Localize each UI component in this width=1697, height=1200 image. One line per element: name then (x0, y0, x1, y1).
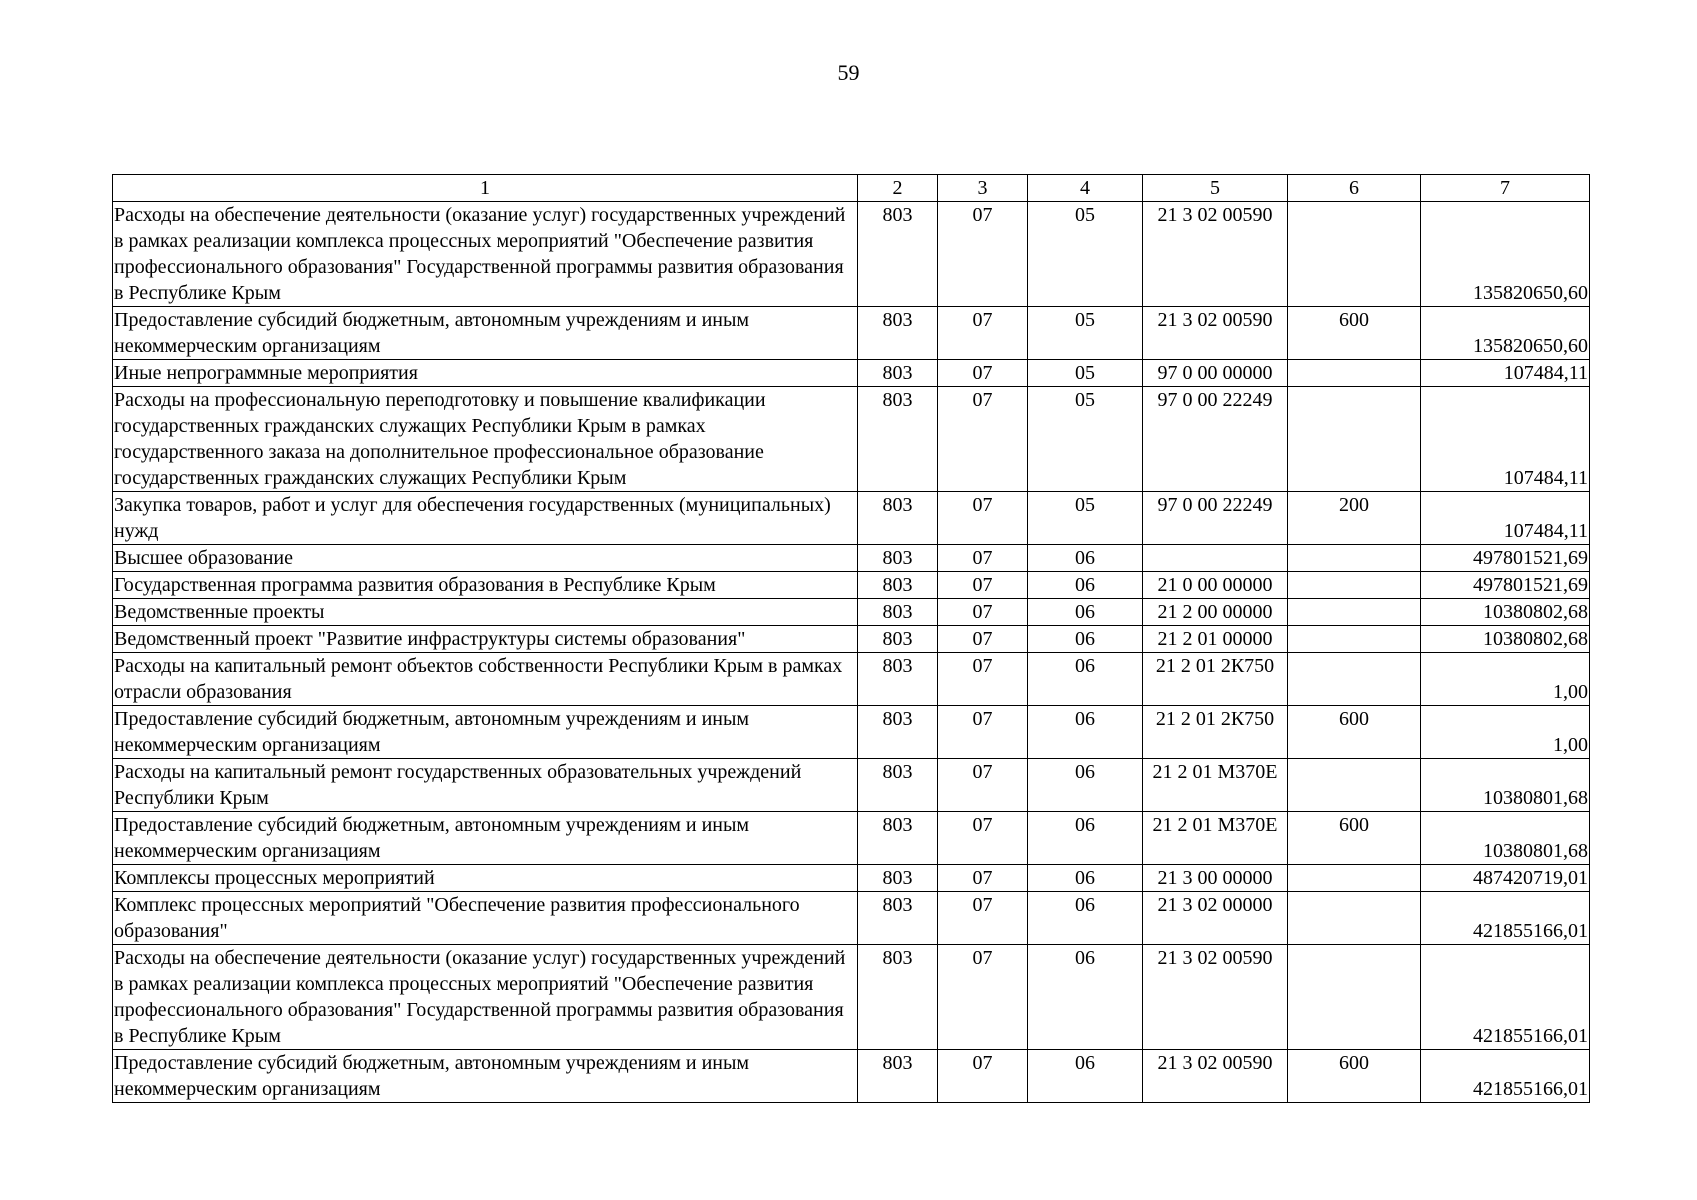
table-row (113, 545, 1590, 572)
cell-col-5: 21 3 02 00590 (1143, 202, 1288, 307)
table-row (113, 599, 1590, 626)
cell-col-3: 07 (938, 759, 1028, 812)
cell-col-4: 06 (1028, 706, 1143, 759)
cell-col-4: 05 (1028, 307, 1143, 360)
cell-col-2: 803 (858, 626, 938, 653)
cell-description: Иные непрограммные мероприятия (113, 360, 858, 387)
cell-col-2: 803 (858, 706, 938, 759)
cell-description: Закупка товаров, работ и услуг для обеспечения государственных (муниципальных) нужд (113, 492, 858, 545)
cell-col-3: 07 (938, 626, 1028, 653)
cell-amount: 10380801,68 (1421, 812, 1590, 865)
cell-col-5: 21 2 01 2К750 (1143, 706, 1288, 759)
cell-amount: 487420719,01 (1421, 865, 1590, 892)
cell-col-5: 97 0 00 22249 (1143, 387, 1288, 492)
cell-description: Предоставление субсидий бюджетным, автономным учреждениям и иным некоммерческим организациям (113, 1050, 858, 1103)
table-row (113, 307, 1590, 360)
cell-col-6 (1288, 759, 1421, 812)
cell-amount: 421855166,01 (1421, 892, 1590, 945)
cell-col-2: 803 (858, 812, 938, 865)
cell-col-6 (1288, 599, 1421, 626)
cell-col-6 (1288, 572, 1421, 599)
cell-col-6: 600 (1288, 706, 1421, 759)
table-row (113, 202, 1590, 307)
cell-amount: 10380801,68 (1421, 759, 1590, 812)
cell-col-2: 803 (858, 892, 938, 945)
cell-col-2: 803 (858, 1050, 938, 1103)
cell-col-3: 07 (938, 892, 1028, 945)
cell-col-2: 803 (858, 572, 938, 599)
cell-col-2: 803 (858, 865, 938, 892)
cell-col-5: 21 0 00 00000 (1143, 572, 1288, 599)
cell-amount: 107484,11 (1421, 360, 1590, 387)
table-header-row (113, 175, 1590, 202)
cell-col-6 (1288, 202, 1421, 307)
cell-col-5: 21 3 02 00590 (1143, 1050, 1288, 1103)
cell-col-6 (1288, 653, 1421, 706)
cell-col-5: 97 0 00 00000 (1143, 360, 1288, 387)
cell-col-5: 21 3 00 00000 (1143, 865, 1288, 892)
page-number: 59 (837, 60, 860, 85)
cell-col-6: 600 (1288, 812, 1421, 865)
cell-col-6: 200 (1288, 492, 1421, 545)
header-col-4: 4 (1028, 175, 1143, 202)
cell-description: Предоставление субсидий бюджетным, автономным учреждениям и иным некоммерческим организациям (113, 812, 858, 865)
table-row (113, 759, 1590, 812)
cell-description: Комплекс процессных мероприятий "Обеспечение развития профессионального образования" (113, 892, 858, 945)
table-row (113, 945, 1590, 1050)
header-col-1: 1 (113, 175, 858, 202)
cell-col-2: 803 (858, 307, 938, 360)
cell-col-4: 06 (1028, 945, 1143, 1050)
table-row (113, 812, 1590, 865)
table-body (113, 202, 1590, 1103)
header-col-5: 5 (1143, 175, 1288, 202)
cell-col-5: 21 2 01 00000 (1143, 626, 1288, 653)
table-row (113, 706, 1590, 759)
cell-col-2: 803 (858, 387, 938, 492)
cell-col-3: 07 (938, 202, 1028, 307)
cell-col-3: 07 (938, 492, 1028, 545)
cell-col-6 (1288, 360, 1421, 387)
cell-description: Расходы на капитальный ремонт государственных образовательных учреждений Республики Крым (113, 759, 858, 812)
header-col-3: 3 (938, 175, 1028, 202)
header-col-2: 2 (858, 175, 938, 202)
cell-col-2: 803 (858, 653, 938, 706)
cell-col-3: 07 (938, 865, 1028, 892)
cell-col-4: 06 (1028, 812, 1143, 865)
cell-col-2: 803 (858, 202, 938, 307)
cell-col-5: 21 2 01 М370Е (1143, 759, 1288, 812)
cell-amount: 1,00 (1421, 706, 1590, 759)
cell-col-5: 97 0 00 22249 (1143, 492, 1288, 545)
cell-col-4: 06 (1028, 865, 1143, 892)
cell-col-5: 21 3 02 00590 (1143, 307, 1288, 360)
table-row (113, 360, 1590, 387)
header-col-7: 7 (1421, 175, 1590, 202)
cell-col-6: 600 (1288, 307, 1421, 360)
cell-description: Расходы на обеспечение деятельности (оказание услуг) государственных учреждений в рамках реализации комплекса процессных мероприятий "Обеспечение развития профессионального образования" Государственной программы развития образования в Республике Крым (113, 202, 858, 307)
table-row (113, 492, 1590, 545)
cell-col-3: 07 (938, 360, 1028, 387)
header-col-6: 6 (1288, 175, 1421, 202)
cell-amount: 1,00 (1421, 653, 1590, 706)
cell-col-2: 803 (858, 759, 938, 812)
cell-amount: 107484,11 (1421, 492, 1590, 545)
table-row (113, 892, 1590, 945)
cell-amount: 135820650,60 (1421, 307, 1590, 360)
cell-amount: 10380802,68 (1421, 599, 1590, 626)
cell-col-4: 06 (1028, 545, 1143, 572)
cell-col-6 (1288, 387, 1421, 492)
cell-col-4: 06 (1028, 572, 1143, 599)
cell-col-4: 05 (1028, 387, 1143, 492)
cell-col-5: 21 2 00 00000 (1143, 599, 1288, 626)
cell-col-3: 07 (938, 945, 1028, 1050)
cell-col-6 (1288, 865, 1421, 892)
cell-col-3: 07 (938, 307, 1028, 360)
cell-col-2: 803 (858, 599, 938, 626)
cell-amount: 135820650,60 (1421, 202, 1590, 307)
cell-col-4: 06 (1028, 1050, 1143, 1103)
cell-col-6 (1288, 892, 1421, 945)
table-row (113, 572, 1590, 599)
budget-table (112, 174, 1590, 1103)
cell-description: Предоставление субсидий бюджетным, автономным учреждениям и иным некоммерческим организациям (113, 307, 858, 360)
cell-amount: 497801521,69 (1421, 572, 1590, 599)
cell-col-4: 05 (1028, 360, 1143, 387)
cell-col-6 (1288, 945, 1421, 1050)
cell-amount: 107484,11 (1421, 387, 1590, 492)
cell-col-4: 06 (1028, 599, 1143, 626)
cell-col-5: 21 2 01 2К750 (1143, 653, 1288, 706)
cell-col-2: 803 (858, 360, 938, 387)
cell-col-3: 07 (938, 545, 1028, 572)
cell-col-5 (1143, 545, 1288, 572)
cell-col-2: 803 (858, 545, 938, 572)
cell-col-4: 06 (1028, 759, 1143, 812)
cell-col-4: 05 (1028, 202, 1143, 307)
cell-description: Расходы на профессиональную переподготовку и повышение квалификации государственных гражданских служащих Республики Крым в рамках государственного заказа на дополнительное профессиональное образование государственных гражданских служащих Республики Крым (113, 387, 858, 492)
cell-amount: 10380802,68 (1421, 626, 1590, 653)
cell-amount: 421855166,01 (1421, 945, 1590, 1050)
cell-col-4: 06 (1028, 626, 1143, 653)
cell-col-3: 07 (938, 706, 1028, 759)
cell-amount: 497801521,69 (1421, 545, 1590, 572)
cell-col-5: 21 3 02 00000 (1143, 892, 1288, 945)
cell-col-2: 803 (858, 945, 938, 1050)
cell-col-3: 07 (938, 387, 1028, 492)
cell-description: Расходы на обеспечение деятельности (оказание услуг) государственных учреждений в рамках реализации комплекса процессных мероприятий "Обеспечение развития профессионального образования" Государственной программы развития образования в Республике Крым (113, 945, 858, 1050)
cell-description: Высшее образование (113, 545, 858, 572)
cell-col-4: 06 (1028, 892, 1143, 945)
cell-col-5: 21 2 01 М370Е (1143, 812, 1288, 865)
cell-description: Предоставление субсидий бюджетным, автономным учреждениям и иным некоммерческим организациям (113, 706, 858, 759)
table-row (113, 653, 1590, 706)
cell-col-6: 600 (1288, 1050, 1421, 1103)
cell-amount: 421855166,01 (1421, 1050, 1590, 1103)
cell-col-4: 06 (1028, 653, 1143, 706)
table-row (113, 387, 1590, 492)
cell-col-6 (1288, 545, 1421, 572)
cell-col-6 (1288, 626, 1421, 653)
cell-description: Ведомственный проект "Развитие инфраструктуры системы образования" (113, 626, 858, 653)
cell-col-3: 07 (938, 599, 1028, 626)
table-row (113, 1050, 1590, 1103)
cell-description: Государственная программа развития образования в Республике Крым (113, 572, 858, 599)
cell-col-3: 07 (938, 653, 1028, 706)
cell-description: Расходы на капитальный ремонт объектов собственности Республики Крым в рамках отрасли образования (113, 653, 858, 706)
cell-col-3: 07 (938, 572, 1028, 599)
table-row (113, 626, 1590, 653)
cell-col-3: 07 (938, 1050, 1028, 1103)
cell-description: Ведомственные проекты (113, 599, 858, 626)
cell-col-4: 05 (1028, 492, 1143, 545)
cell-col-2: 803 (858, 492, 938, 545)
cell-col-3: 07 (938, 812, 1028, 865)
cell-description: Комплексы процессных мероприятий (113, 865, 858, 892)
cell-col-5: 21 3 02 00590 (1143, 945, 1288, 1050)
table-row (113, 865, 1590, 892)
